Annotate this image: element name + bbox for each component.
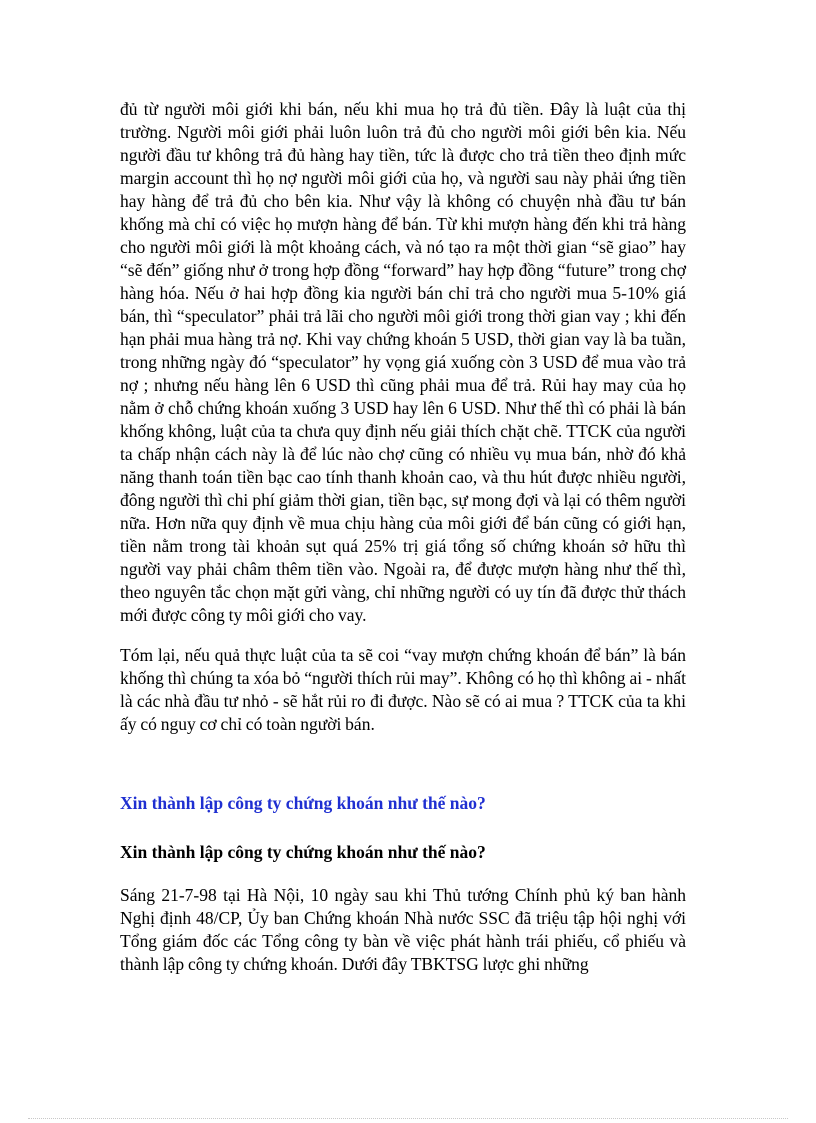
document-page [120, 98, 686, 976]
section-heading-link[interactable]: Xin thành lập công ty chứng khoán như thế nào? [120, 793, 486, 813]
body-paragraph-conclusion: Tóm lại, nếu quả thực luật của ta sẽ coi “vay mượn chứng khoán để bán” là bán khống thì chúng ta xóa bỏ “người thích rủi may”. Không có họ thì không ai - nhất là các nhà đầu tư nhỏ - sẽ hắt rủi ro đi được. Nào sẽ có ai mua ? TTCK của ta khi ấy có nguy cơ chỉ có toàn người bán. [120, 645, 686, 734]
body-paragraph-short-selling: đủ từ người môi giới khi bán, nếu khi mua họ trả đủ tiền. Đây là luật của thị trường. Người môi giới phải luôn luôn trả đủ cho người môi giới bên kia. Nếu người đầu tư không trả đủ hàng hay tiền, tức là được cho trả tiền theo định mức margin account thì họ nợ người môi giới của họ, và người sau này phải ứng tiền hay hàng để trả đủ cho bên kia. Như vậy là không có chuyện nhà đầu tư bán khống mà chỉ có việc họ mượn hàng để bán. Từ khi mượn hàng đến khi trả hàng cho người môi giới là một khoảng cách, và nó tạo ra một thời gian “sẽ giao” hay “sẽ đến” giống như ở trong hợp đồng “forward” hay hợp đồng “future” trong chợ hàng hóa. Nếu ở hai hợp đồng kia người bán chỉ trả cho người mua 5-10% giá bán, thì “speculator” phải trả lãi cho người môi giới trong thời gian vay ; khi đến hạn phải mua hàng trả nợ. Khi vay chứng khoán 5 USD, thời gian vay là ba tuần, trong những ngày đó “speculator” hy vọng giá xuống còn 3 USD để mua vào trả nợ ; nhưng nếu hàng lên 6 USD thì cũng phải mua để trả. Rủi hay may của họ nằm ở chỗ chứng khoán xuống 3 USD hay lên 6 USD. Như thế thì có phải là bán khống không, luật của ta chưa quy định nếu giải thích chặt chẽ. TTCK của người ta chấp nhận cách này là để lúc nào chợ cũng có nhiều vụ mua bán, nhờ đó khả năng thanh toán tiền bạc cao tính thanh khoản cao, và thu hút được nhiều người, đông người thì chi phí giảm thời gian, tiền bạc, sự mong đợi và lại có thêm người nữa. Hơn nữa quy định về mua chịu hàng của môi giới để bán cũng có giới hạn, tiền nằm trong tài khoản sụt quá 25% trị giá tổng số chứng khoán sở hữu thì người vay phải châm thêm tiền vào. Ngoài ra, để được mượn hàng như thế thì, theo nguyên tắc chọn mặt gửi vàng, chỉ những người có uy tín đã được thử thách mới được công ty môi giới cho vay. [120, 99, 686, 625]
body-paragraph-intro: Sáng 21-7-98 tại Hà Nội, 10 ngày sau khi Thủ tướng Chính phủ ký ban hành Nghị định 48/CP, Ủy ban Chứng khoán Nhà nước SSC đã triệu tập hội nghị với Tổng giám đốc các Tổng công ty bàn về việc phát hành trái phiếu, cổ phiếu và thành lập công ty chứng khoán. Dưới đây TBKTSG lược ghi những [120, 885, 686, 974]
section-heading-title: Xin thành lập công ty chứng khoán như thế nào? [120, 842, 486, 862]
page-bottom-divider [28, 1118, 788, 1119]
